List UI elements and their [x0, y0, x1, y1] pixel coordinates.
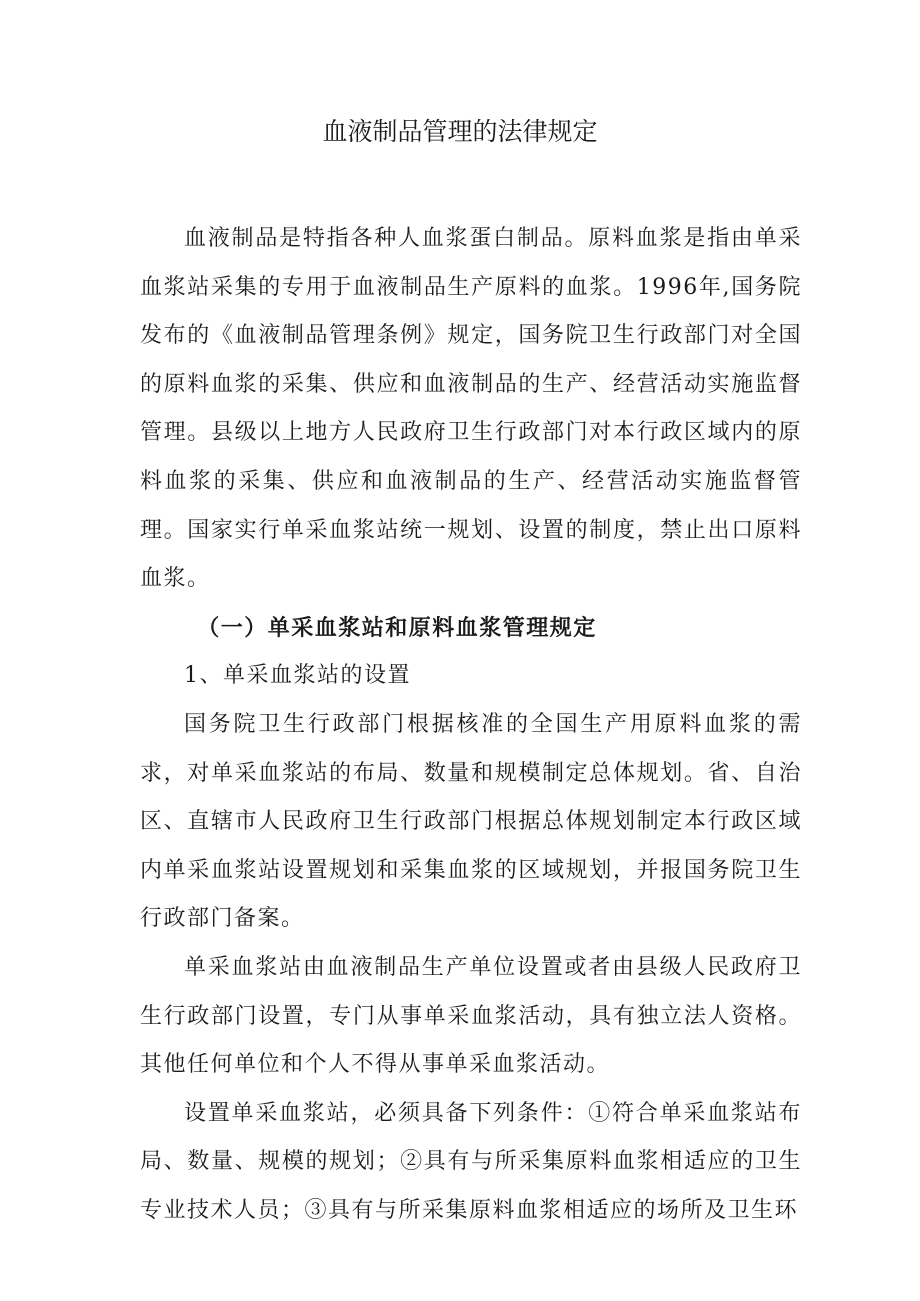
section-heading: （一）单采血浆站和原料血浆管理规定 [197, 614, 597, 641]
subsection-heading: 1、单采血浆站的设置 [184, 663, 411, 689]
document-title: 血液制品管理的法律规定 [322, 117, 598, 146]
paragraph-planning: 国务院卫生行政部门根据核准的全国生产用原料血浆的需求，对单采血浆站的布局、数量和规模制定总体规划。省、自治区、直辖市人民政府卫生行政部门根据总体规划制定本行政区域内单采血浆站设置规划和采集血浆的区域规划，并报国务院卫生行政部门备案。 [140, 711, 802, 932]
document-body [140, 215, 802, 1235]
paragraph-conditions: 设置单采血浆站，必须具备下列条件：①符合单采血浆站布局、数量、规模的规划；②具有与所采集原料血浆相适应的卫生专业技术人员；③具有与所采集原料血浆相适应的场所及卫生环 [140, 1100, 802, 1223]
paragraph-station-establishment: 单采血浆站由血液制品生产单位设置或者由县级人民政府卫生行政部门设置，专门从事单采血浆活动，具有独立法人资格。其他任何单位和个人不得从事单采血浆活动。 [140, 954, 802, 1078]
paragraph-intro: 血液制品是特指各种人血浆蛋白制品。原料血浆是指由单采血浆站采集的专用于血液制品生产原料的血浆。1996年,国务院发布的《血液制品管理条例》规定，国务院卫生行政部门对全国的原料血浆的采集、供应和血液制品的生产、经营活动实施监督管理。县级以上地方人民政府卫生行政部门对本行政区域内的原料血浆的采集、供应和血液制品的生产、经营活动实施监督管理。国家实行单采血浆站统一规划、设置的制度，禁止出口原料血浆。 [140, 226, 802, 592]
